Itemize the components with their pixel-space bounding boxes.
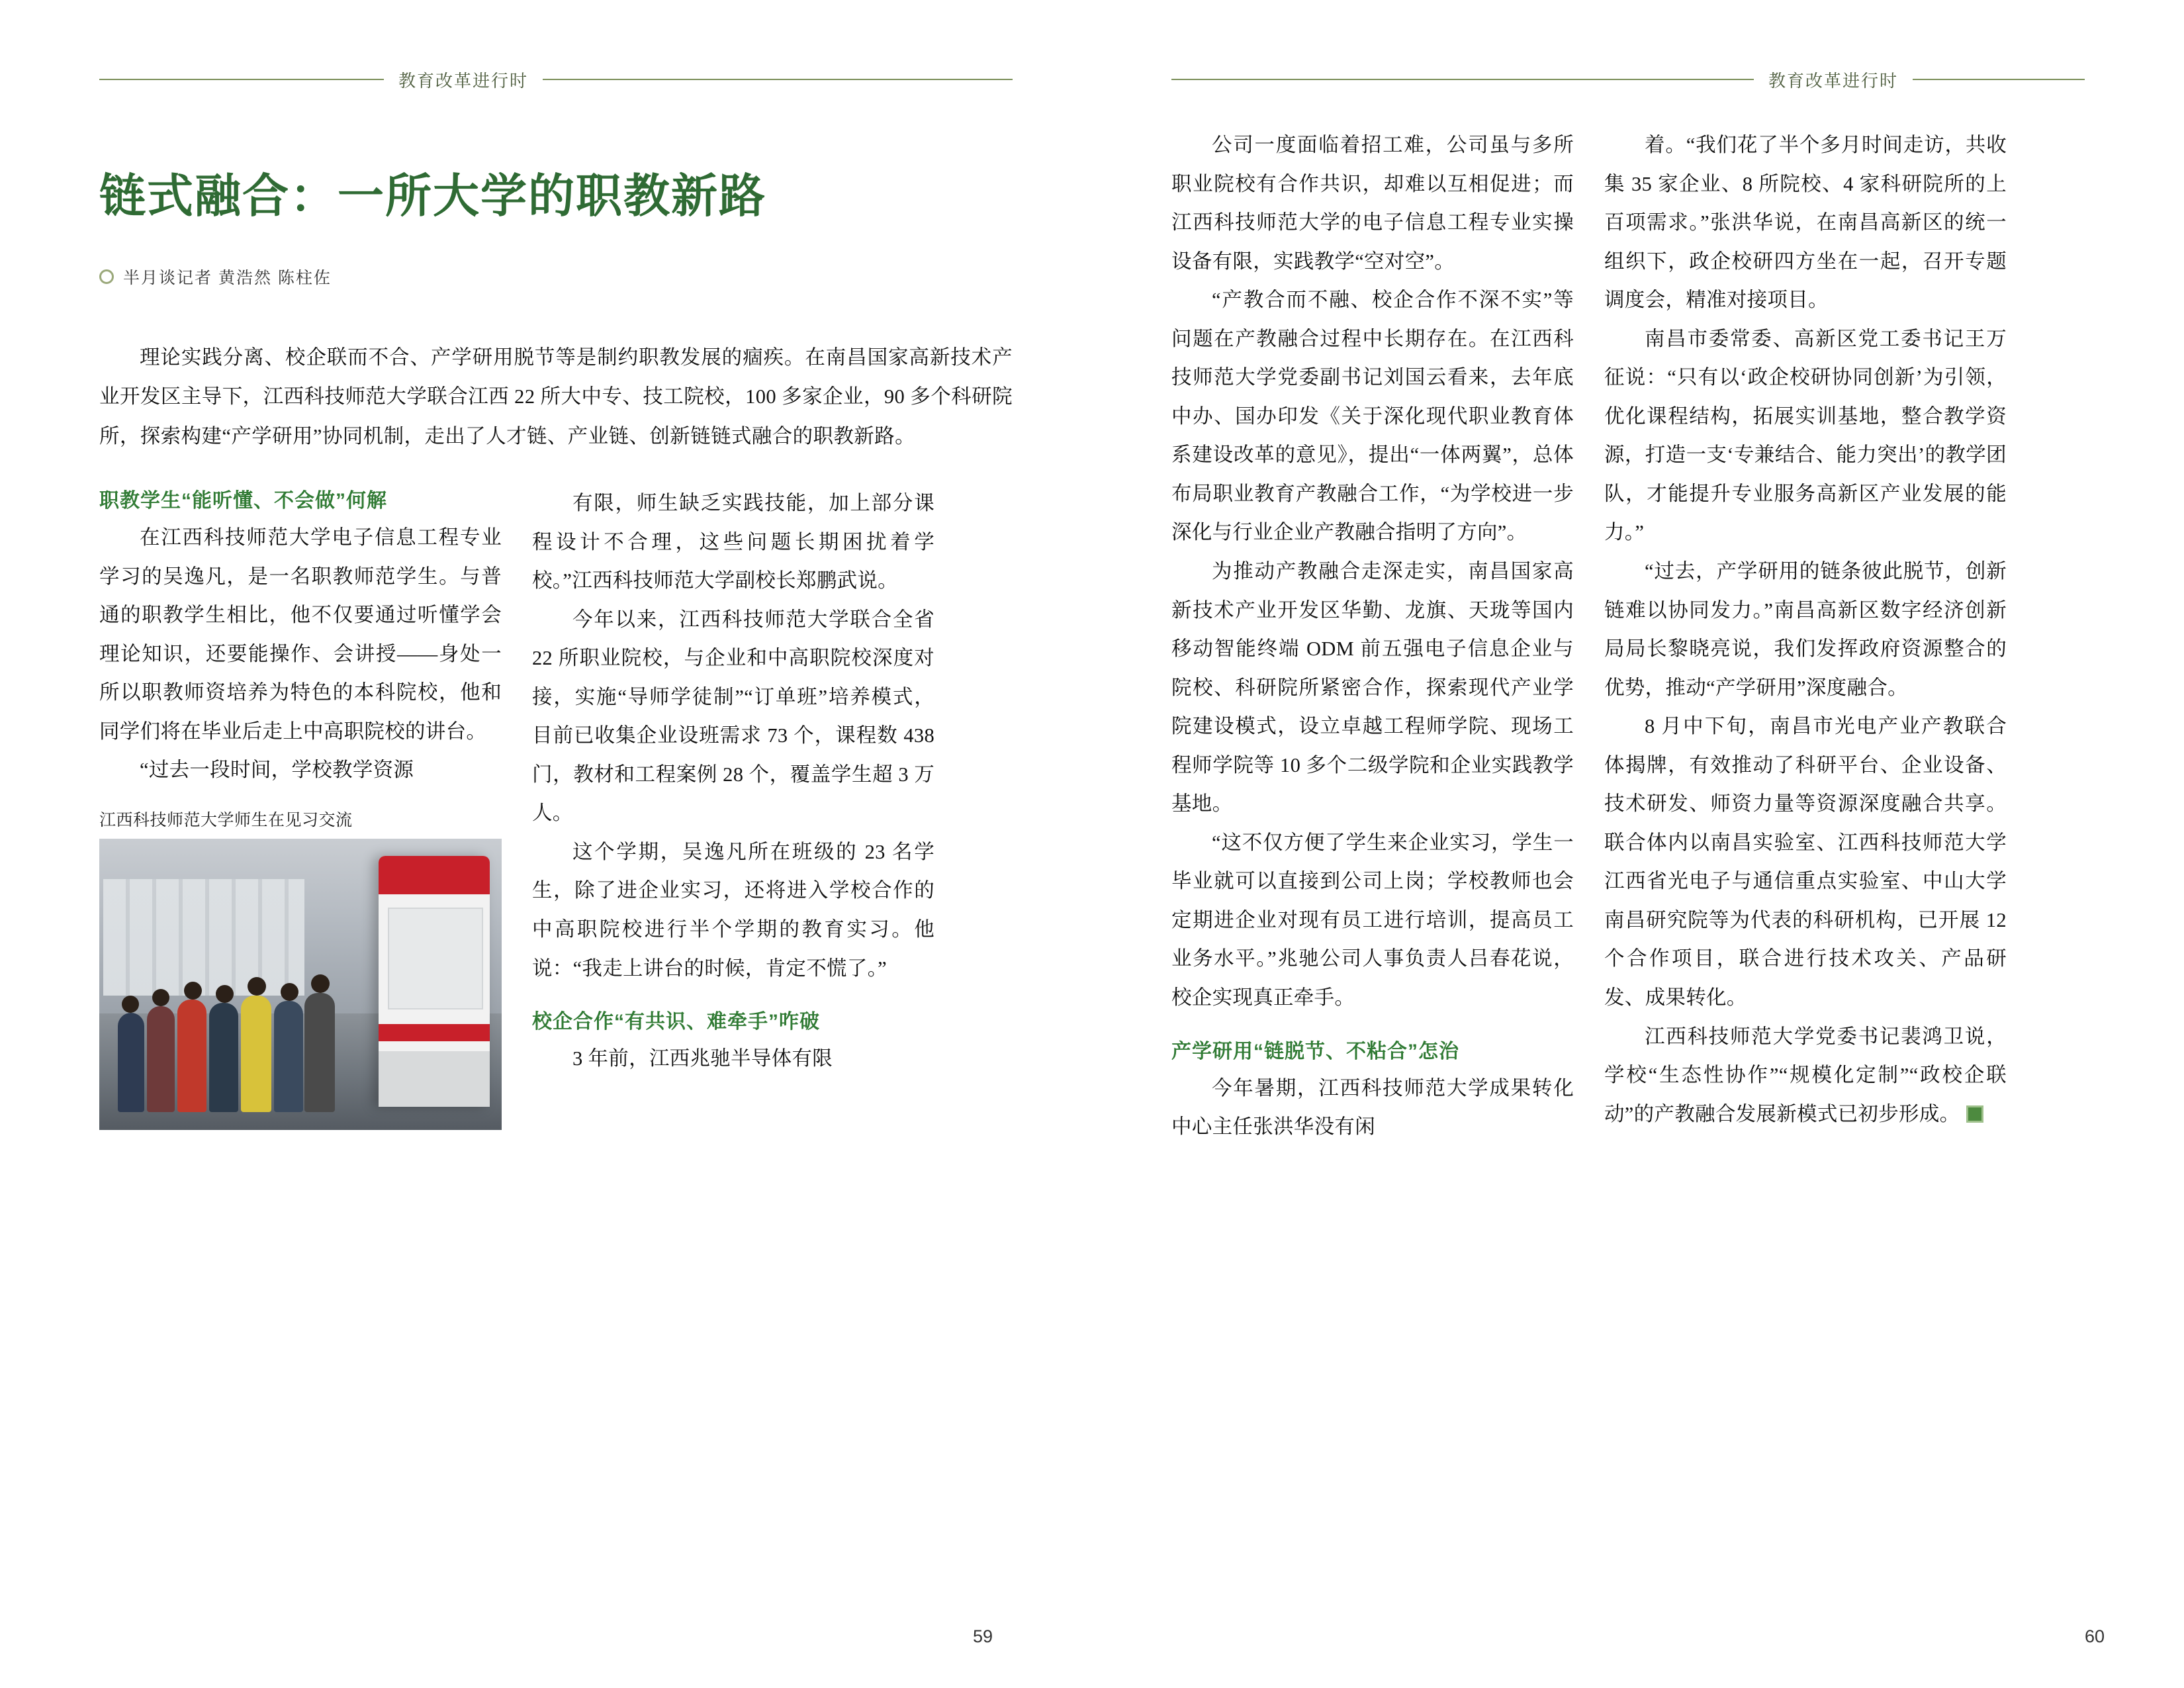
paragraph: 为推动产教融合走深走实，南昌国家高新技术产业开发区华勤、龙旗、天珑等国内移动智能终端 ODM 前五强电子信息企业与院校、科研院所紧密合作，探索现代产业学院建设模式，设立卓越工程师学院、现场工程师学院等 10 多个二级学院和企业实践教学基地。 [1171, 560, 1574, 816]
paragraph: 在江西科技师范大学电子信息工程专业学习的吴逸凡，是一名职教师范学生。与普通的职教学生相比，他不仅要通过听懂学会理论知识，还要能操作、会讲授——身处一所以职教师资培养为特色的本科院校，他和同学们将在毕业后走上中高职院校的讲台。 [99, 526, 502, 743]
right-page-columns [1171, 126, 2085, 1147]
person-head [122, 996, 139, 1013]
paragraph-final [1604, 1017, 2007, 1134]
person-head [184, 982, 202, 1000]
paragraph: 南昌市委常委、高新区党工委书记王万征说：“只有以‘政企校研协同创新’为引领，优化课程结构，拓展实训基地，整合教学资源，打造一支‘专兼结合、能力突出’的教学团队，才能提升专业服务高新区产业发展的能力。” [1604, 327, 2007, 544]
end-mark-icon [1966, 1105, 1983, 1123]
figure-caption: 江西科技师范大学师生在见习交流 [99, 810, 353, 829]
paragraph: “过去，产学研用的链条彼此脱节，创新链难以协同发力。”南昌高新区数字经济创新局局长黎晓亮说，我们发挥政府资源整合的优势，推动“产学研用”深度融合。 [1604, 560, 2007, 699]
section-heading-1: 职教学生“能听懂、不会做”何解 [99, 490, 387, 512]
paragraph: 公司一度面临着招工难，公司虽与多所职业院校有合作共识，却难以互相促进；而江西科技师范大学的电子信息工程专业实操设备有限，实践教学“空对空”。 [1171, 134, 1574, 273]
lede-paragraph [99, 338, 1013, 456]
rule-right-b [1913, 79, 2085, 80]
paragraph: “这不仅方便了学生来企业实习，学生一毕业就可以直接到公司上岗；学校教师也会定期进企业对现有员工进行培训，提高员工业务水平。”兆驰公司人事负责人吕春花说，校企实现真正牵手。 [1171, 831, 1574, 1009]
rule-right-a [1171, 79, 1754, 80]
page-number-right: 60 [2084, 1626, 2105, 1646]
kiosk-base [379, 1051, 490, 1106]
paragraph: “过去一段时间，学校教学资源 [140, 759, 414, 782]
kiosk-screen [388, 908, 483, 1009]
article-title: 链式融合：一所大学的职教新路 [99, 170, 766, 222]
left-page-columns [99, 484, 1013, 1130]
person [118, 1013, 144, 1112]
figure-photo [99, 839, 502, 1130]
paragraph: 着。“我们花了半个多月时间走访，共收集 35 家企业、8 所院校、4 家科研院所的上百项需求。”张洪华说，在南昌高新区的统一组织下，政企校研四方坐在一起，召开专题调度会，精准对接项目。 [1604, 134, 2007, 312]
person-head [248, 977, 266, 996]
section-heading-3: 产学研用“链脱节、不粘合”怎治 [1171, 1040, 1459, 1062]
paragraph: 8 月中下旬，南昌市光电产业产教联合体揭牌，有效推动了科研平台、企业设备、技术研发、师资力量等资源深度融合共享。联合体内以南昌实验室、江西科技师范大学江西省光电子与通信重点实验室、中山大学南昌研究院等为代表的科研机构，已开展 12 个合作项目，联合进行技术攻关、产品研发、成果转化。 [1604, 715, 2007, 1009]
kiosk-band [379, 1024, 490, 1041]
bullet-icon [99, 269, 114, 284]
person-head [311, 974, 330, 993]
person [177, 1000, 206, 1112]
paragraph: 这个学期，吴逸凡所在班级的 23 名学生，除了进企业实习，还将进入学校合作的中高职院校进行半个学期的教育实习。他说：“我走上讲台的时候，肯定不慌了。” [532, 840, 934, 980]
paragraph-text: 江西科技师范大学党委书记裴鸿卫说，学校“生态性协作”“规模化定制”“政校企联动”的产教融合发展新模式已初步形成。 [1604, 1025, 2007, 1125]
rule-left-b [543, 79, 1013, 80]
person [241, 996, 271, 1112]
paragraph: 今年以来，江西科技师范大学联合全省 22 所职业院校，与企业和中高职院校深度对接，实施“导师学徒制”“订单班”培养模式，目前已收集企业设班需求 73 个，课程数 438 门，教材和工程案例 28 个，覆盖学生超 3 万人。 [532, 608, 934, 825]
photo-kiosk [379, 856, 490, 1106]
left-column-2 [532, 484, 934, 1130]
page-right [1092, 0, 2184, 1688]
running-head-right [1171, 60, 2085, 99]
byline-text: 半月谈记者 黄浩然 陈柱佐 [123, 268, 332, 287]
paragraph: “产教合而不融、校企合作不深不实”等问题在产教融合过程中长期存在。在江西科技师范大学党委副书记刘国云看来，去年底中办、国办印发《关于深化现代职业教育体系建设改革的意见》，提出“一体两翼”，总体布局职业教育产教融合工作，“为学校进一步深化与行业企业产教融合指明了方向”。 [1171, 289, 1574, 544]
section-heading-2: 校企合作“有共识、难牵手”咋破 [532, 1011, 820, 1033]
person-head [152, 989, 169, 1006]
byline [99, 265, 1013, 289]
paragraph: 有限，师生缺乏实践技能，加上部分课程设计不合理，这些问题长期困扰着学校。”江西科技师范大学副校长郑鹏武说。 [532, 492, 934, 592]
person [147, 1006, 175, 1112]
page-number-left: 59 [972, 1626, 993, 1646]
figure [99, 807, 502, 1130]
person-head [281, 983, 298, 1001]
running-head-text: 教育改革进行时 [398, 70, 529, 91]
paragraph: 3 年前，江西兆驰半导体有限 [572, 1047, 833, 1070]
photo-students [118, 955, 336, 1113]
lede-text: 理论实践分离、校企联而不合、产学研用脱节等是制约职教发展的痼疾。在南昌国家高新技术产业开发区主导下，江西科技师范大学联合江西 22 所大中专、技工院校，100 多家企业，90 多个科研院所，探索构建“产学研用”协同机制，走出了人才链、产业链、创新链链式融合的职教新路。 [99, 346, 1013, 447]
left-column-1 [99, 484, 502, 1130]
kiosk-top [379, 856, 490, 894]
right-column-1 [1171, 126, 1574, 1147]
person [304, 993, 335, 1112]
running-head-text: 教育改革进行时 [1768, 70, 1898, 91]
running-head-left [99, 60, 1013, 99]
right-column-2 [1604, 126, 2007, 1147]
rule-left-a [99, 79, 384, 80]
person [274, 1001, 303, 1112]
person-head [216, 985, 234, 1003]
paragraph: 今年暑期，江西科技师范大学成果转化中心主任张洪华没有闲 [1171, 1076, 1574, 1139]
person [209, 1003, 238, 1112]
